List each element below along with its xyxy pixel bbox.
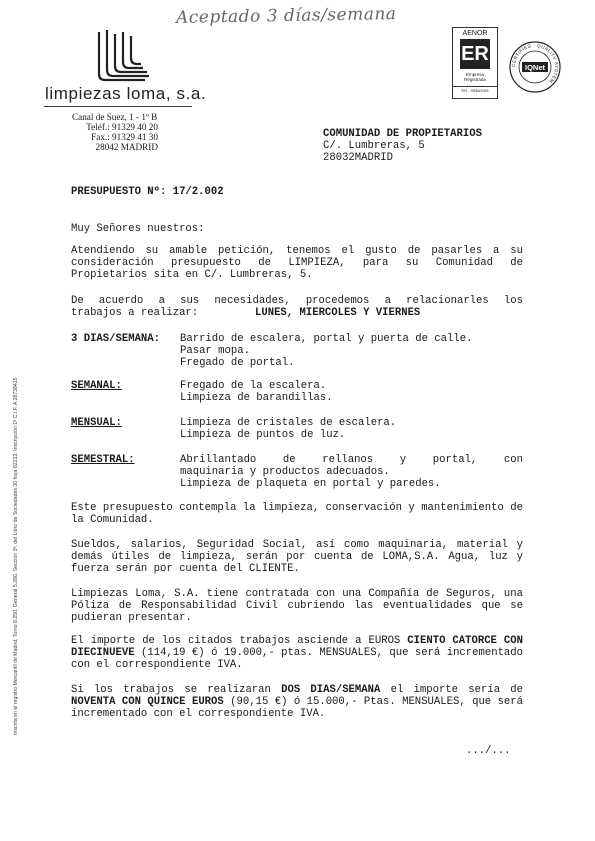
price-text: El importe de los citados trabajos asciende a EUROS bbox=[71, 635, 408, 647]
task-line: Fregado de portal. bbox=[180, 357, 295, 369]
address-line: Fax.: 91329 41 30 bbox=[91, 132, 158, 142]
iqnet-certificate bbox=[508, 40, 562, 99]
intro-paragraph: Atendiendo su amable petición, tenemos el gusto de pasarles a su consideración presupuesto de LIMPIEZA, para su Comunidad de Propietarios sita en C/. Lumbreras, 5. bbox=[71, 245, 523, 281]
needs-line-2: trabajos a realizar: bbox=[71, 307, 199, 319]
alt-frequency: DOS DIAS/SEMANA bbox=[281, 684, 381, 696]
address-line: 28042 MADRID bbox=[95, 142, 158, 152]
address-line: Teléf.: 91329 40 20 bbox=[86, 122, 158, 132]
price-text: (90,15 €) ó 15.000,- Ptas. MENSUALES, que será incrementado con el correspondiente IVA. bbox=[71, 696, 523, 720]
task-line: Abrillantado de rellanos y portal, con bbox=[180, 454, 523, 466]
price-text: el importe sería de bbox=[380, 684, 524, 696]
task-lines-semanal bbox=[180, 380, 333, 404]
recipient-line: C/. Lumbreras, 5 bbox=[323, 140, 425, 152]
needs-days: LUNES, MIERCOLES Y VIERNES bbox=[255, 307, 421, 319]
salutation: Muy Señores nuestros: bbox=[71, 223, 205, 235]
task-lines-semestral bbox=[180, 454, 523, 490]
aenor-certificate bbox=[452, 27, 498, 99]
task-line: maquinaria y productos adecuados. bbox=[180, 466, 390, 478]
price-paragraph-alternative bbox=[71, 684, 523, 720]
recipient-line: COMUNIDAD DE PROPIETARIOS bbox=[323, 128, 482, 140]
task-line: Limpieza de puntos de luz. bbox=[180, 429, 346, 441]
task-label-mensual: MENSUAL: bbox=[71, 417, 122, 429]
price-paragraph-main bbox=[71, 635, 523, 671]
price-text: Si los trabajos se realizaran bbox=[71, 684, 282, 696]
company-address bbox=[72, 112, 158, 152]
loma-logo-mark bbox=[85, 28, 155, 84]
cert-number: ER - 0936/2/03 bbox=[461, 88, 489, 93]
iqnet-ring-text: CERTIFIED · QUALITY SYSTEM · bbox=[510, 42, 560, 88]
paragraph-seguros: Limpiezas Loma, S.A. tiene contratada con una Compañía de Seguros, una Póliza de Responsabilidad Civil cubriendo las eventualidades que se pudieran presentar. bbox=[71, 588, 523, 624]
continued-marker: .../... bbox=[466, 745, 511, 757]
task-line: Barrido de escalera, portal y puerta de calle. bbox=[180, 333, 473, 345]
price-amount-words: CIENTO CATORCE CON DIECINUEVE bbox=[71, 635, 523, 659]
company-name: limpiezas loma, s.a. bbox=[45, 84, 207, 103]
task-line: Pasar mopa. bbox=[180, 345, 250, 357]
iqnet-seal-icon bbox=[508, 40, 562, 94]
address-line: Canal de Suez, 1 - 1º B bbox=[72, 112, 158, 122]
task-label-semanal: SEMANAL: bbox=[71, 380, 122, 392]
presupuesto-number: PRESUPUESTO Nº: 17/2.002 bbox=[71, 186, 224, 198]
company-logo bbox=[85, 28, 155, 89]
needs-line-1: De acuerdo a sus necesidades, procedemos a relacionarles los bbox=[71, 295, 523, 307]
task-line: Limpieza de barandillas. bbox=[180, 392, 333, 404]
registry-side-note: Inscrita en el registro Mercantil de Madrid, Tomo 8.250, General 5.280, Sección 3ª, del Libro de Sociedades 30 hoja 82232, Inscripción 1ª C.I.F. A 28738415 bbox=[13, 377, 19, 735]
task-line: Fregado de la escalera. bbox=[180, 380, 327, 392]
task-lines-mensual bbox=[180, 417, 396, 441]
task-line: Limpieza de cristales de escalera. bbox=[180, 417, 397, 429]
recipient-line: 28032MADRID bbox=[323, 152, 393, 164]
handwritten-note: Aceptado 3 días/semana bbox=[175, 4, 397, 28]
empresa-label: Empresa Registrada bbox=[464, 72, 486, 82]
logo-underline bbox=[44, 106, 192, 107]
alt-amount-words: NOVENTA CON QUINCE EUROS bbox=[71, 696, 224, 708]
task-lines-3-dias bbox=[180, 333, 472, 369]
iqnet-label: IQNet bbox=[524, 63, 546, 72]
aenor-label: AENOR bbox=[462, 30, 488, 37]
er-mark-icon: ER bbox=[460, 39, 490, 69]
paragraph-sueldos: Sueldos, salarios, Seguridad Social, así como maquinaria, material y demás útiles de limpieza, serán por cuenta de LOMA,S.A. Agua, luz y fuerza serán por cuenta del CLIENTE. bbox=[71, 539, 523, 575]
price-text: (114,19 €) ó 19.000,- ptas. MENSUALES, que será incrementado con el correspondiente IVA. bbox=[71, 647, 523, 671]
task-line: Limpieza de plaqueta en portal y paredes. bbox=[180, 478, 441, 490]
paragraph-presupuesto: Este presupuesto contempla la limpieza, conservación y mantenimiento de la Comunidad. bbox=[71, 502, 523, 526]
recipient-block bbox=[323, 128, 482, 164]
task-label-3-dias: 3 DIAS/SEMANA: bbox=[71, 333, 161, 345]
task-label-semestral: SEMESTRAL: bbox=[71, 454, 135, 466]
